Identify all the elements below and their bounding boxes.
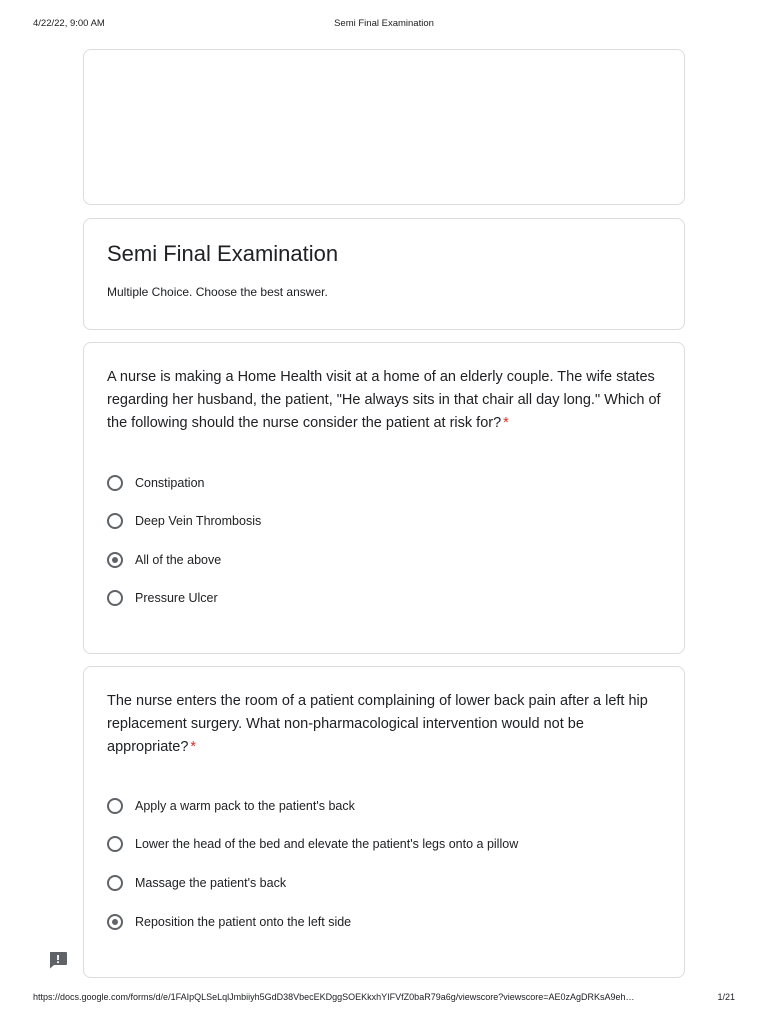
header-banner-card [83,49,685,205]
question-label: A nurse is making a Home Health visit at a home of an elderly couple. The wife states regarding her husband, the patient, "He always sits in that chair all day long." Which of the following should the nurse consider the patient at risk for? [107,369,661,431]
form-title: Semi Final Examination [107,241,339,266]
form-title-card [83,218,685,330]
question-text [107,366,667,435]
radio-button[interactable] [107,513,123,529]
print-date: 4/22/22, 9:00 AM [33,18,105,29]
option-label: Constipation [135,476,205,490]
required-asterisk: * [503,415,509,431]
page-number: 1/21 [717,992,735,1002]
option-label: Deep Vein Thrombosis [135,514,262,528]
radio-button[interactable] [107,875,123,891]
radio-button[interactable] [107,798,123,814]
option-label: Pressure Ulcer [135,591,218,605]
option-label: All of the above [135,553,222,567]
question-card [83,666,685,978]
required-asterisk: * [190,739,197,755]
option-label: Lower the head of the bed and elevate the patient's legs onto a pillow [135,837,519,851]
question-card [83,342,685,654]
radio-option-deep-vein-thrombosis[interactable] [107,510,261,532]
radio-button-selected[interactable] [107,914,123,930]
radio-option-all-of-the-above[interactable] [107,549,221,571]
radio-option-reposition-left-side[interactable] [107,911,351,933]
radio-option-constipation[interactable] [107,472,205,494]
print-header [0,18,768,32]
radio-option-pressure-ulcer[interactable] [107,587,218,609]
radio-option-lower-head-of-bed[interactable] [107,833,518,855]
option-label: Apply a warm pack to the patient's back [135,799,355,813]
radio-button-selected[interactable] [107,552,123,568]
radio-button[interactable] [107,836,123,852]
print-title: Semi Final Examination [334,18,434,29]
radio-option-warm-pack[interactable] [107,795,355,817]
radio-option-massage-back[interactable] [107,872,286,894]
report-feedback-icon[interactable] [48,951,68,969]
print-footer [0,992,768,1006]
page-url: https://docs.google.com/forms/d/e/1FAIpQLSeLqlJmbiiyh5GdD38VbecEKDggSOEKkxhYIFVfZ0baR79a6g/viewscore?viewscore=AE0zAgDRKsA9eh… [33,992,635,1002]
option-label: Massage the patient's back [135,876,287,890]
question-label: The nurse enters the room of a patient complaining of lower back pain after a left hip replacement surgery. What non-pharmacological intervention would not be appropriate? [107,693,648,755]
option-label: Reposition the patient onto the left side [135,915,352,929]
question-text [107,690,667,759]
radio-button[interactable] [107,475,123,491]
form-description: Multiple Choice. Choose the best answer. [107,285,328,299]
radio-button[interactable] [107,590,123,606]
report-feedback-icon-svg [48,951,68,969]
